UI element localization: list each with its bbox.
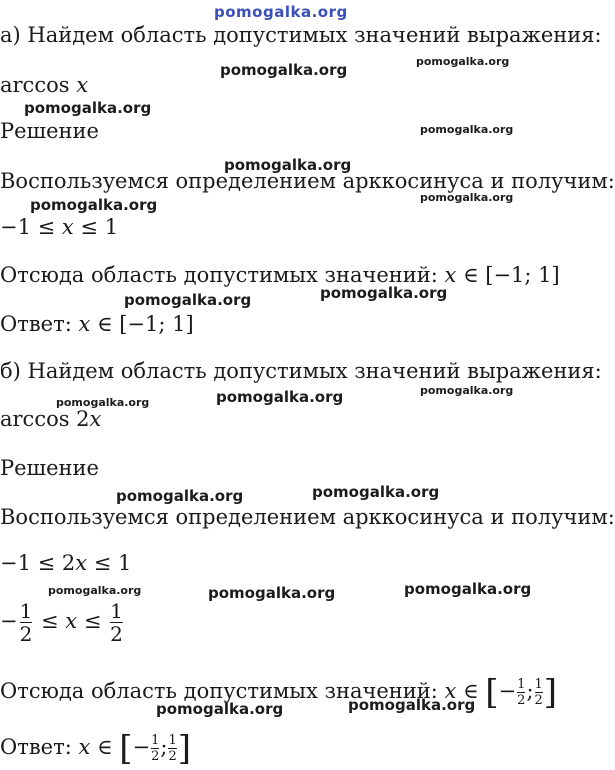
part-b-domain bbox=[0, 672, 558, 713]
domain-set: ∈ [−1; 1] bbox=[456, 263, 560, 287]
part-b-definition: Воспользуемся определением арккосинуса и получим: bbox=[0, 505, 615, 529]
variable: x bbox=[61, 215, 74, 239]
watermark: pomogalka.org bbox=[124, 291, 252, 309]
numerator: 1 bbox=[19, 599, 33, 623]
part-b-answer bbox=[0, 728, 191, 769]
left-bracket: [ bbox=[119, 728, 133, 769]
variable: x bbox=[75, 551, 88, 575]
numerator: 1 bbox=[168, 733, 177, 748]
watermark: pomogalka.org bbox=[420, 123, 514, 136]
denominator: 2 bbox=[517, 693, 526, 708]
numerator: 1 bbox=[517, 677, 526, 692]
fraction bbox=[517, 678, 525, 707]
watermark: pomogalka.org bbox=[420, 191, 514, 204]
fraction bbox=[110, 601, 123, 644]
in-sign: ∈ bbox=[90, 735, 120, 759]
watermark: pomogalka.org bbox=[216, 388, 344, 406]
part-a-domain bbox=[0, 262, 560, 288]
denominator: 2 bbox=[19, 622, 33, 646]
variable: x bbox=[89, 407, 102, 431]
ineq-end: ≤ 1 bbox=[73, 215, 119, 239]
minus-sign: − bbox=[132, 735, 151, 759]
left-bracket: [ bbox=[485, 672, 499, 713]
variable: x bbox=[444, 679, 457, 703]
part-b-solution-label: Решение bbox=[0, 456, 99, 480]
semicolon: ; bbox=[526, 679, 534, 703]
watermark: pomogalka.org bbox=[404, 580, 532, 598]
part-b-inequality bbox=[0, 550, 131, 576]
watermark: pomogalka.org bbox=[312, 483, 440, 501]
part-b-heading: б) Найдем область допустимых значений выражения: bbox=[0, 359, 602, 383]
ineq-start: −1 ≤ 2 bbox=[0, 551, 76, 575]
domain-text: Отсюда область допустимых значений: bbox=[0, 263, 445, 287]
right-bracket: ] bbox=[543, 672, 558, 713]
fraction bbox=[151, 734, 159, 763]
part-a-answer bbox=[0, 311, 194, 337]
in-sign: ∈ bbox=[456, 679, 486, 703]
right-bracket: ] bbox=[177, 728, 191, 769]
denominator: 2 bbox=[534, 693, 543, 708]
denominator: 2 bbox=[168, 749, 177, 764]
watermark: pomogalka.org bbox=[156, 700, 284, 718]
le-sign: ≤ bbox=[77, 609, 109, 633]
watermark: pomogalka.org bbox=[220, 61, 348, 79]
fraction bbox=[535, 678, 543, 707]
variable: x bbox=[65, 609, 78, 633]
numerator: 1 bbox=[110, 599, 123, 623]
part-b-expression bbox=[0, 406, 101, 432]
variable: x bbox=[78, 735, 91, 759]
expr-text: arccos bbox=[0, 73, 77, 97]
variable: x bbox=[76, 73, 89, 97]
answer-label: Ответ: bbox=[0, 312, 79, 336]
minus-sign: − bbox=[0, 609, 18, 633]
part-a-solution-label: Решение bbox=[0, 119, 99, 143]
watermark: pomogalka.org bbox=[48, 584, 142, 597]
expr-text: arccos 2 bbox=[0, 407, 90, 431]
denominator: 2 bbox=[110, 622, 123, 646]
part-a-heading: а) Найдем область допустимых значений выражения: bbox=[0, 23, 602, 47]
fraction bbox=[168, 734, 176, 763]
watermark: pomogalka.org bbox=[348, 696, 476, 714]
ineq-start: −1 ≤ bbox=[0, 215, 62, 239]
fraction bbox=[20, 601, 33, 644]
watermark: pomogalka.org bbox=[208, 584, 336, 602]
watermark: pomogalka.org bbox=[30, 196, 158, 214]
watermark: pomogalka.org bbox=[214, 3, 348, 21]
watermark: pomogalka.org bbox=[224, 156, 352, 174]
part-a-definition: Воспользуемся определением арккосинуса и получим: bbox=[0, 169, 615, 193]
part-b-fraction-inequality bbox=[0, 598, 125, 644]
semicolon: ; bbox=[160, 735, 168, 759]
denominator: 2 bbox=[151, 749, 160, 764]
answer-label: Ответ: bbox=[0, 735, 79, 759]
watermark: pomogalka.org bbox=[416, 55, 510, 68]
answer-set: ∈ [−1; 1] bbox=[90, 312, 194, 336]
watermark: pomogalka.org bbox=[420, 384, 514, 397]
part-a-inequality bbox=[0, 214, 118, 240]
watermark: pomogalka.org bbox=[56, 396, 150, 409]
watermark: pomogalka.org bbox=[24, 99, 152, 117]
le-sign: ≤ bbox=[34, 609, 66, 633]
domain-text: Отсюда область допустимых значений: bbox=[0, 679, 445, 703]
variable: x bbox=[444, 263, 457, 287]
watermark: pomogalka.org bbox=[116, 487, 244, 505]
ineq-end: ≤ 1 bbox=[87, 551, 132, 575]
numerator: 1 bbox=[534, 677, 543, 692]
watermark: pomogalka.org bbox=[320, 284, 448, 302]
minus-sign: − bbox=[498, 679, 517, 703]
numerator: 1 bbox=[151, 733, 160, 748]
variable: x bbox=[78, 312, 91, 336]
part-a-expression bbox=[0, 72, 88, 98]
